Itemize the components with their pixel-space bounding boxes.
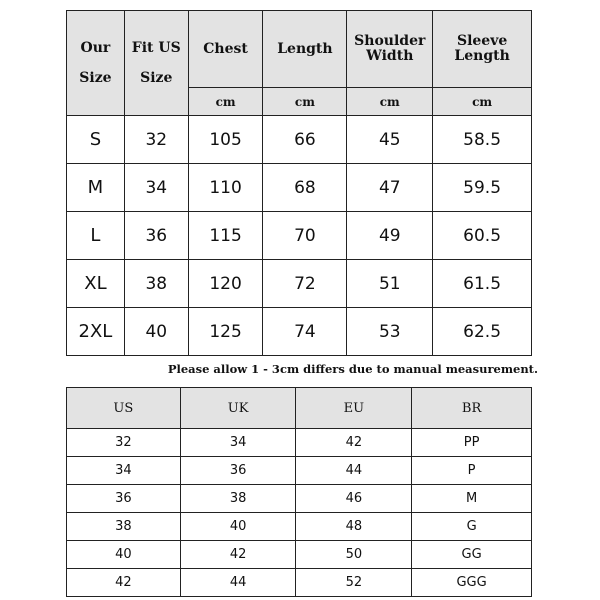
table-row: [67, 485, 532, 513]
cell-eu: 46: [296, 485, 412, 513]
header-our-size: Our Size: [67, 11, 125, 116]
cell-us: 34: [67, 457, 181, 485]
cell-us: 36: [124, 212, 188, 260]
table-row: [67, 212, 532, 260]
header-fit-us-size: Fit US Size: [124, 11, 188, 116]
cell-br: G: [412, 513, 532, 541]
header-eu: EU: [296, 388, 412, 429]
cell-eu: 48: [296, 513, 412, 541]
cell-sleeve: 62.5: [433, 308, 532, 356]
measurement-note: Please allow 1 - 3cm differs due to manual measurement.: [167, 362, 538, 376]
cell-br: P: [412, 457, 532, 485]
header-chest: Chest: [188, 11, 263, 88]
cell-us: 38: [67, 513, 181, 541]
cell-uk: 38: [180, 485, 296, 513]
header-uk: UK: [180, 388, 296, 429]
cell-us: 40: [124, 308, 188, 356]
cell-us: 34: [124, 164, 188, 212]
cell-length: 74: [263, 308, 347, 356]
cell-sleeve: 60.5: [433, 212, 532, 260]
cell-size: 2XL: [67, 308, 125, 356]
table-row: [67, 513, 532, 541]
cell-us: 42: [67, 569, 181, 597]
cell-size: S: [67, 116, 125, 164]
cell-chest: 115: [188, 212, 263, 260]
cell-us: 32: [67, 429, 181, 457]
header-us: US: [67, 388, 181, 429]
cell-length: 66: [263, 116, 347, 164]
cell-shoulder: 51: [347, 260, 433, 308]
cell-eu: 42: [296, 429, 412, 457]
cell-size: L: [67, 212, 125, 260]
cell-br: PP: [412, 429, 532, 457]
cell-size: M: [67, 164, 125, 212]
cell-br: M: [412, 485, 532, 513]
size-chart-table: [66, 10, 532, 356]
cell-sleeve: 58.5: [433, 116, 532, 164]
cell-sleeve: 61.5: [433, 260, 532, 308]
cell-sleeve: 59.5: [433, 164, 532, 212]
cell-uk: 40: [180, 513, 296, 541]
table-row: [67, 569, 532, 597]
table-row: [67, 308, 532, 356]
table-row: [67, 164, 532, 212]
cell-length: 72: [263, 260, 347, 308]
cell-chest: 120: [188, 260, 263, 308]
table-row: [67, 457, 532, 485]
unit-chest: cm: [188, 88, 263, 116]
cell-uk: 34: [180, 429, 296, 457]
cell-us: 40: [67, 541, 181, 569]
cell-br: GGG: [412, 569, 532, 597]
cell-chest: 105: [188, 116, 263, 164]
cell-chest: 125: [188, 308, 263, 356]
cell-uk: 44: [180, 569, 296, 597]
cell-shoulder: 49: [347, 212, 433, 260]
cell-uk: 42: [180, 541, 296, 569]
cell-uk: 36: [180, 457, 296, 485]
header-shoulder-width: Shoulder Width: [347, 11, 433, 88]
unit-sleeve: cm: [433, 88, 532, 116]
table-row: [67, 116, 532, 164]
cell-eu: 44: [296, 457, 412, 485]
cell-us: 36: [67, 485, 181, 513]
size-conversion-table: [66, 387, 532, 597]
cell-shoulder: 53: [347, 308, 433, 356]
size-chart-header-row: [67, 11, 532, 88]
cell-us: 32: [124, 116, 188, 164]
conversion-header-row: [67, 388, 532, 429]
cell-length: 70: [263, 212, 347, 260]
unit-shoulder: cm: [347, 88, 433, 116]
cell-br: GG: [412, 541, 532, 569]
cell-eu: 52: [296, 569, 412, 597]
cell-shoulder: 45: [347, 116, 433, 164]
unit-length: cm: [263, 88, 347, 116]
header-length: Length: [263, 11, 347, 88]
cell-shoulder: 47: [347, 164, 433, 212]
cell-us: 38: [124, 260, 188, 308]
cell-length: 68: [263, 164, 347, 212]
cell-eu: 50: [296, 541, 412, 569]
table-row: [67, 429, 532, 457]
header-br: BR: [412, 388, 532, 429]
header-sleeve-length: Sleeve Length: [433, 11, 532, 88]
table-row: [67, 541, 532, 569]
cell-chest: 110: [188, 164, 263, 212]
table-row: [67, 260, 532, 308]
cell-size: XL: [67, 260, 125, 308]
